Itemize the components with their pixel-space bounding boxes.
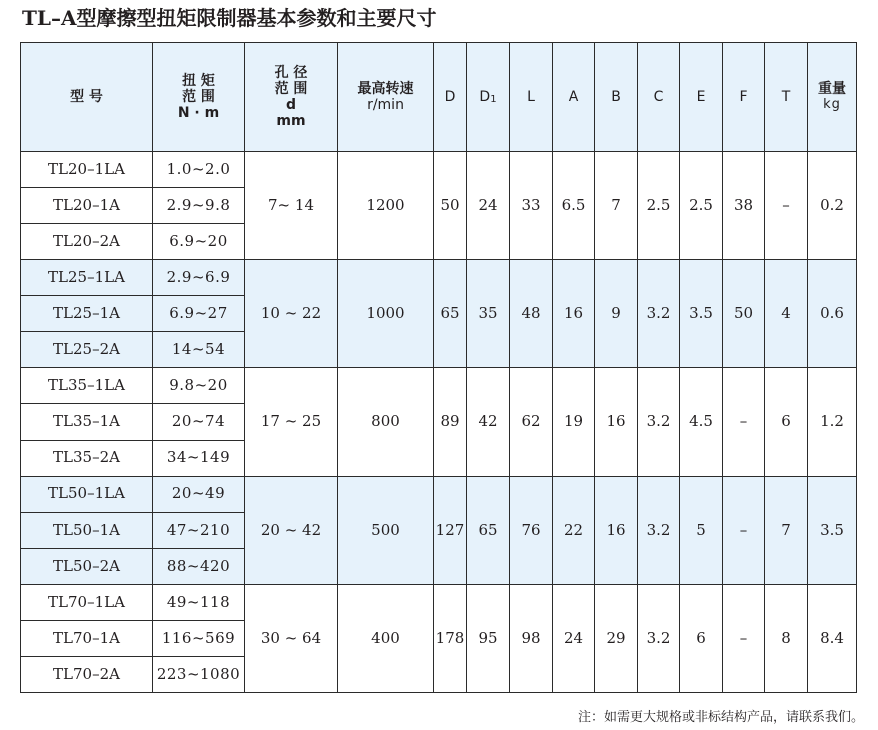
cell-t: 4 [765,260,808,368]
header-torque-line2: 范 围 [182,88,215,105]
cell-a: 22 [553,476,595,584]
cell-l: 76 [510,476,553,584]
cell-torque: 6.9~27 [153,296,245,332]
header-speed-line2: r/min [367,97,404,113]
header-A: A [553,43,595,152]
cell-t: 6 [765,368,808,476]
header-model: 型 号 [21,43,153,152]
header-B: B [595,43,638,152]
cell-t: 8 [765,584,808,692]
cell-weight: 0.6 [808,260,857,368]
cell-torque: 6.9~20 [153,224,245,260]
cell-e: 4.5 [680,368,723,476]
header-weight-label: 重量 [818,81,846,98]
cell-speed: 1000 [338,260,434,368]
cell-c: 2.5 [638,152,680,260]
cell-t: – [765,152,808,260]
cell-model: TL35–1LA [21,368,153,404]
header-speed [338,43,434,152]
cell-d: 178 [434,584,467,692]
cell-l: 48 [510,260,553,368]
cell-d: 50 [434,152,467,260]
header-bore [245,43,338,152]
cell-torque: 1.0~2.0 [153,152,245,188]
cell-weight: 8.4 [808,584,857,692]
header-T: T [765,43,808,152]
cell-torque: 47~210 [153,512,245,548]
cell-d: 127 [434,476,467,584]
cell-torque: 116~569 [153,620,245,656]
cell-f: – [723,476,765,584]
cell-e: 3.5 [680,260,723,368]
cell-l: 98 [510,584,553,692]
table-row [21,260,857,296]
cell-d1: 65 [467,476,510,584]
cell-f: – [723,584,765,692]
header-F: F [723,43,765,152]
cell-b: 7 [595,152,638,260]
cell-weight: 3.5 [808,476,857,584]
footnote: 注：如需更大规格或非标结构产品，请联系我们。 [577,710,864,725]
cell-torque: 20~74 [153,404,245,440]
cell-bore: 30 ~ 64 [245,584,338,692]
cell-l: 33 [510,152,553,260]
cell-e: 2.5 [680,152,723,260]
header-D: D [434,43,467,152]
cell-speed: 500 [338,476,434,584]
cell-speed: 1200 [338,152,434,260]
cell-model: TL20–1LA [21,152,153,188]
header-torque [153,43,245,152]
cell-model: TL50–2A [21,548,153,584]
cell-torque: 2.9~9.8 [153,188,245,224]
cell-model: TL70–2A [21,656,153,692]
header-weight-unit: kg [823,96,841,112]
cell-c: 3.2 [638,584,680,692]
cell-torque: 223~1080 [153,656,245,692]
cell-d: 65 [434,260,467,368]
cell-model: TL70–1A [21,620,153,656]
page-title: TL–A型摩擦型扭矩限制器基本参数和主要尺寸 [22,6,437,30]
table-row [21,368,857,404]
cell-model: TL35–1A [21,404,153,440]
cell-a: 16 [553,260,595,368]
cell-b: 16 [595,368,638,476]
cell-torque: 9.8~20 [153,368,245,404]
cell-weight: 1.2 [808,368,857,476]
cell-weight: 0.2 [808,152,857,260]
header-bore-line2: 范 围 [274,80,308,97]
header-speed-line1: 最高转速 [357,80,414,97]
table-row [21,584,857,620]
spec-table [20,42,857,693]
header-D1 [467,43,510,152]
cell-torque: 2.9~6.9 [153,260,245,296]
cell-d: 89 [434,368,467,476]
cell-c: 3.2 [638,368,680,476]
cell-torque: 14~54 [153,332,245,368]
cell-c: 3.2 [638,476,680,584]
cell-b: 9 [595,260,638,368]
header-C: C [638,43,680,152]
cell-model: TL20–1A [21,188,153,224]
cell-d1: 35 [467,260,510,368]
header-torque-line3: N · m [177,105,220,122]
cell-speed: 800 [338,368,434,476]
cell-bore: 7~ 14 [245,152,338,260]
header-bore-line4: mm [276,113,306,130]
cell-b: 16 [595,476,638,584]
header-torque-line1: 扭 矩 [182,72,215,89]
cell-model: TL25–1A [21,296,153,332]
cell-f: 50 [723,260,765,368]
cell-d1: 42 [467,368,510,476]
table-body [21,152,857,693]
cell-model: TL25–2A [21,332,153,368]
cell-torque: 49~118 [153,584,245,620]
cell-f: 38 [723,152,765,260]
cell-f: – [723,368,765,476]
cell-b: 29 [595,584,638,692]
header-weight [808,43,857,152]
header-E: E [680,43,723,152]
cell-model: TL50–1A [21,512,153,548]
cell-torque: 88~420 [153,548,245,584]
cell-l: 62 [510,368,553,476]
table-row [21,476,857,512]
cell-torque: 34~149 [153,440,245,476]
header-L: L [510,43,553,152]
cell-bore: 10 ~ 22 [245,260,338,368]
cell-bore: 17 ~ 25 [245,368,338,476]
cell-model: TL35–2A [21,440,153,476]
cell-t: 7 [765,476,808,584]
table-row [21,152,857,188]
cell-a: 19 [553,368,595,476]
cell-d1: 24 [467,152,510,260]
cell-a: 6.5 [553,152,595,260]
cell-model: TL70–1LA [21,584,153,620]
header-row [21,43,857,152]
header-D1-sub: 1 [490,93,497,105]
header-bore-line3: d [285,97,297,113]
cell-d1: 95 [467,584,510,692]
cell-torque: 20~49 [153,476,245,512]
cell-e: 5 [680,476,723,584]
cell-a: 24 [553,584,595,692]
cell-e: 6 [680,584,723,692]
cell-model: TL25–1LA [21,260,153,296]
cell-c: 3.2 [638,260,680,368]
header-D1-base: D [479,88,491,105]
cell-model: TL50–1LA [21,476,153,512]
cell-bore: 20 ~ 42 [245,476,338,584]
header-bore-line1: 孔 径 [274,64,308,81]
cell-speed: 400 [338,584,434,692]
cell-model: TL20–2A [21,224,153,260]
